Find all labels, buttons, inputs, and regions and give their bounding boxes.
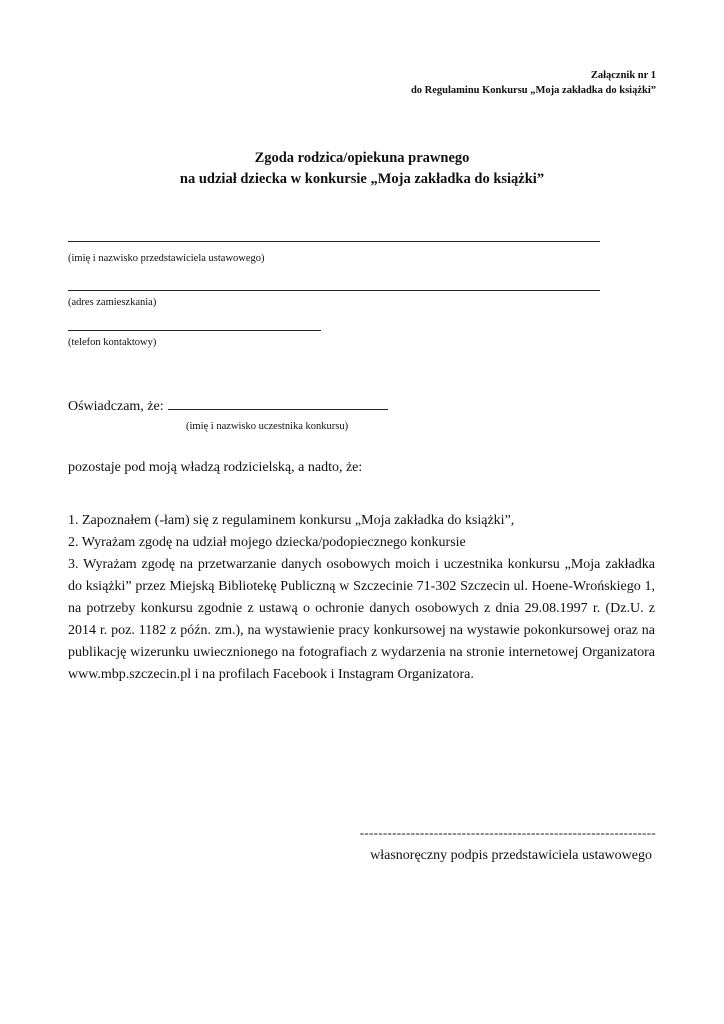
participant-name-line[interactable]	[168, 398, 388, 410]
guardian-name-caption: (imię i nazwisko przedstawiciela ustawowego)	[68, 253, 265, 264]
signature-caption: własnoręczny podpis przedstawiciela ustawowego	[370, 848, 652, 863]
statement-1: 1. Zapoznałem (-łam) się z regulaminem konkursu „Moja zakładka do książki”,	[68, 513, 515, 528]
document-title-line2: na udział dziecka w konkursie „Moja zakładka do książki”	[179, 171, 545, 187]
document-title-line1: Zgoda rodzica/opiekuna prawnego	[254, 150, 470, 166]
guardian-name-line[interactable]	[68, 241, 600, 242]
statements-list	[68, 510, 655, 686]
statement-3: 3. Wyrażam zgodę na przetwarzanie danych osobowych moich i uczestnika konkursu „Moja zakładka do książki” przez Miejską Bibliotekę Publiczną w Szczecinie 71-302 Szczecin ul. Hoene-Wrońskiego 1, na potrzeby konkursu zgodnie z ustawą o ochronie danych osobowych z dnia 29.08.1997 r. (Dz.U. z 2014 r. poz. 1182 z późn. zm.), na wystawienie pracy konkursowej na wystawie pokonkursowej oraz na publikację wizerunku uwiecznionego na fotografiach z wydarzenia na stronie internetowej Organizatora www.mbp.szczecin.pl i na profilach Facebook i Instagram Organizatora.	[68, 557, 655, 682]
signature-line[interactable]: ----------------------------------------------------------------	[359, 825, 656, 840]
address-caption: (adres zamieszkania)	[68, 297, 157, 308]
annex-reference: do Regulaminu Konkursu „Moja zakładka do książki”	[410, 85, 656, 96]
declaration-line	[68, 398, 388, 415]
phone-caption: (telefon kontaktowy)	[68, 337, 157, 348]
annex-number: Załącznik nr 1	[590, 70, 656, 81]
address-line[interactable]	[68, 290, 600, 291]
phone-line[interactable]	[68, 330, 321, 331]
participant-name-caption: (imię i nazwisko uczestnika konkursu)	[186, 421, 349, 432]
declaration-lead: Oświadczam, że:	[68, 399, 164, 414]
parental-authority-text: pozostaje pod moją władzą rodzicielską, a nadto, że:	[68, 460, 363, 475]
statement-2: 2. Wyrażam zgodę na udział mojego dziecka/podopiecznego konkursie	[68, 535, 466, 550]
